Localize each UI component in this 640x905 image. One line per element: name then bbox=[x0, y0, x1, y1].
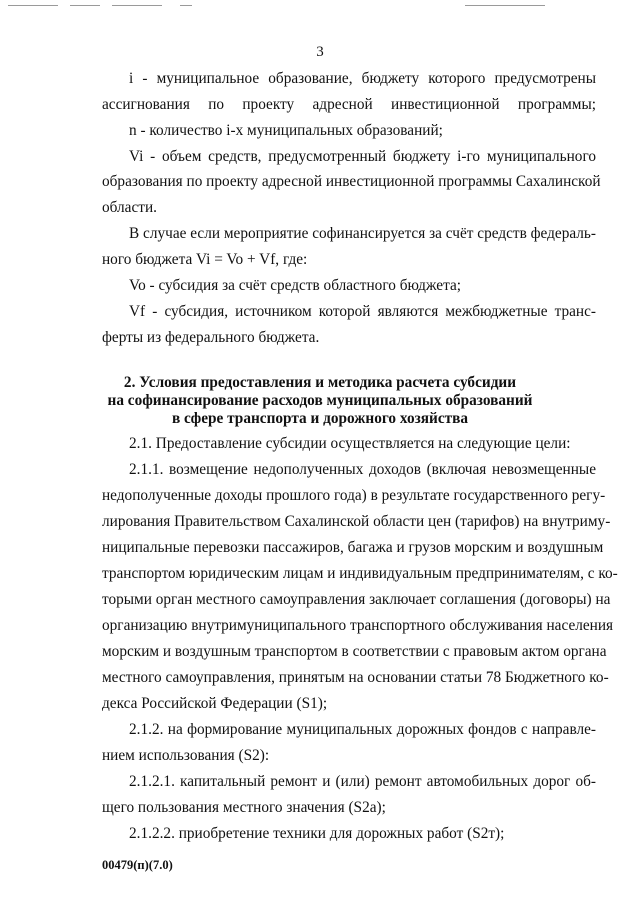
section-heading: на софинансирование расходов муниципальных образований bbox=[107, 392, 533, 409]
text-line: 2.1.2.1. капитальный ремонт и (или) ремонт автомобильных дорог об- bbox=[129, 773, 596, 790]
text-line: нием использования (S2): bbox=[102, 747, 270, 764]
section-heading: 2. Условия предоставления и методика расчета субсидии bbox=[123, 374, 517, 391]
text-line: местного самоуправления, принятым на основании статьи 78 Бюджетного ко- bbox=[102, 669, 609, 686]
text-line: щего пользования местного значения (S2a); bbox=[102, 799, 386, 816]
text-line: 2.1.1. возмещение недополученных доходов (включая невозмещенные bbox=[129, 461, 596, 478]
text-line: Vf - субсидия, источником которой являются межбюджетные транс- bbox=[129, 303, 596, 320]
text-line: Vi - объем средств, предусмотренный бюджету i-го муниципального bbox=[129, 148, 596, 165]
text-line: организацию внутримуниципального транспортного обслуживания населения bbox=[102, 617, 614, 634]
text-line: области. bbox=[102, 199, 157, 216]
page-number: 3 bbox=[316, 44, 324, 60]
text-line: В случае если мероприятие софинансируется за счёт средств федераль- bbox=[129, 225, 596, 242]
text-line: 2.1.2.2. приобретение техники для дорожных работ (S2т); bbox=[129, 825, 505, 842]
text-line: n - количество i-х муниципальных образований; bbox=[129, 122, 443, 139]
text-line: образования по проекту адресной инвестиционной программы Сахалинской bbox=[102, 173, 601, 190]
text-line: i - муниципальное образование, бюджету которого предусмотрены bbox=[129, 70, 596, 87]
text-line: недополученные доходы прошлого года) в результате государственного регу- bbox=[102, 487, 606, 504]
text-line: торыми орган местного самоуправления заключает соглашения (договоры) на bbox=[102, 591, 611, 608]
text-line: 2.1.2. на формирование муниципальных дорожных фондов с направле- bbox=[129, 721, 596, 738]
scan-artifact-line bbox=[180, 5, 192, 6]
text-line: декса Российской Федерации (S1); bbox=[102, 695, 328, 712]
text-line: морским и воздушным транспортом в соответствии с правовым актом органа bbox=[102, 643, 607, 660]
scan-artifact-line bbox=[70, 5, 100, 6]
scan-artifact-line bbox=[112, 5, 162, 6]
text-line: Vo - субсидия за счёт средств областного бюджета; bbox=[129, 277, 461, 294]
text-line: ного бюджета Vi = Vo + Vf, где: bbox=[102, 251, 308, 268]
text-line: ферты из федерального бюджета. bbox=[102, 329, 320, 346]
text-line: лирования Правительством Сахалинской области цен (тарифов) на внутриму- bbox=[102, 513, 611, 530]
scan-artifact-line bbox=[465, 5, 545, 6]
section-heading: в сфере транспорта и дорожного хозяйства bbox=[171, 410, 469, 427]
document-code: 00479(п)(7.0) bbox=[102, 858, 173, 872]
text-line: 2.1. Предоставление субсидии осуществляется на следующие цели: bbox=[129, 435, 571, 452]
text-line: транспортом юридическим лицам и индивидуальным предпринимателям, с ко- bbox=[102, 565, 618, 582]
text-line: ниципальные перевозки пассажиров, багажа и грузов морским и воздушным bbox=[102, 539, 604, 556]
scan-artifact-line bbox=[8, 5, 58, 6]
text-line: ассигнования по проекту адресной инвестиционной программы; bbox=[102, 96, 596, 113]
